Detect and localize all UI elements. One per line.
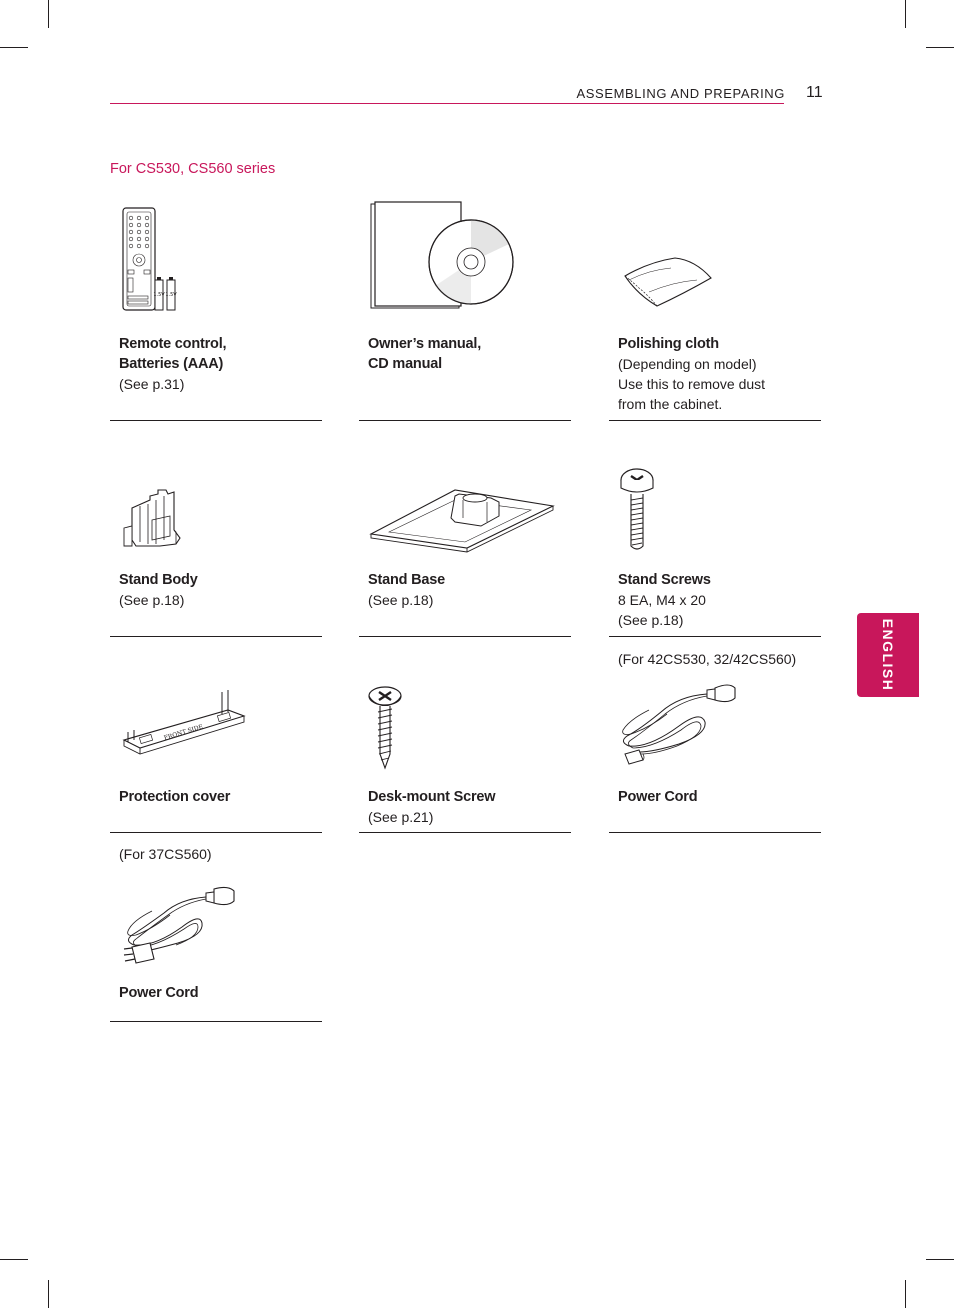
item-spec: 8 EA, M4 x 20 bbox=[618, 592, 706, 608]
item-note: (See p.18) bbox=[119, 592, 185, 608]
item-name: Power Cord bbox=[618, 789, 698, 805]
crop-mark bbox=[905, 0, 906, 28]
item-rule bbox=[110, 1021, 322, 1022]
item-rule bbox=[359, 832, 571, 833]
item-note: (See p.21) bbox=[368, 809, 434, 825]
crop-mark bbox=[48, 0, 49, 28]
item-protection-cover bbox=[110, 670, 322, 834]
model-note: (For 37CS560) bbox=[119, 846, 212, 862]
item-owners-manual bbox=[359, 200, 571, 422]
power-cord-illustration bbox=[609, 674, 821, 774]
manual-cd-illustration bbox=[359, 200, 571, 320]
item-power-cord-42 bbox=[609, 650, 821, 834]
stand-body-illustration bbox=[110, 460, 322, 560]
item-stand-base bbox=[359, 460, 571, 638]
item-stand-screws bbox=[609, 460, 821, 638]
language-tab-label: ENGLISH bbox=[880, 618, 896, 692]
protection-cover-print: FRONT SIDE bbox=[163, 723, 204, 742]
item-name: Stand Screws bbox=[618, 572, 711, 588]
item-rule bbox=[110, 636, 322, 637]
item-note: from the cabinet. bbox=[618, 396, 723, 412]
item-power-cord-37 bbox=[110, 845, 322, 1023]
item-rule bbox=[609, 832, 821, 833]
item-rule bbox=[359, 420, 571, 421]
crop-mark bbox=[0, 1259, 28, 1260]
item-rule bbox=[359, 636, 571, 637]
item-rule bbox=[110, 420, 322, 421]
item-desk-mount-screw bbox=[359, 670, 571, 834]
power-cord-illustration bbox=[110, 879, 322, 979]
header-rule bbox=[110, 103, 784, 104]
item-name: Polishing cloth bbox=[618, 336, 719, 352]
item-name: Power Cord bbox=[119, 985, 199, 1001]
item-name: Remote control, bbox=[119, 336, 227, 352]
crop-mark bbox=[926, 1259, 954, 1260]
remote-control-illustration bbox=[110, 200, 322, 320]
item-stand-body bbox=[110, 460, 322, 638]
item-rule bbox=[609, 636, 821, 637]
item-note: Use this to remove dust bbox=[618, 376, 766, 392]
item-note: (Depending on model) bbox=[618, 356, 757, 372]
crop-mark bbox=[0, 47, 28, 48]
item-name: Protection cover bbox=[119, 789, 231, 805]
crop-mark bbox=[48, 1280, 49, 1308]
item-rule bbox=[110, 832, 322, 833]
crop-mark bbox=[905, 1280, 906, 1308]
item-name: CD manual bbox=[368, 356, 442, 372]
page-number: 11 bbox=[806, 84, 823, 101]
protection-cover-illustration bbox=[110, 670, 322, 780]
item-name: Desk-mount Screw bbox=[368, 789, 496, 805]
desk-screw-illustration bbox=[359, 670, 571, 780]
item-note: (See p.31) bbox=[119, 376, 185, 392]
polishing-cloth-illustration bbox=[609, 200, 821, 320]
section-title: ASSEMBLING AND PREPARING bbox=[576, 86, 785, 101]
item-remote-control bbox=[110, 200, 322, 422]
item-name: Owner’s manual, bbox=[368, 336, 482, 352]
crop-mark bbox=[926, 47, 954, 48]
model-note: (For 42CS530, 32/42CS560) bbox=[618, 651, 797, 667]
battery-label: 1.5V bbox=[153, 292, 165, 298]
item-name: Stand Body bbox=[119, 572, 198, 588]
item-note: (See p.18) bbox=[618, 612, 684, 628]
item-polishing-cloth bbox=[609, 200, 821, 422]
stand-screw-illustration bbox=[609, 460, 821, 560]
item-name: Batteries (AAA) bbox=[119, 356, 224, 372]
item-rule bbox=[609, 420, 821, 421]
battery-label: 1.5V bbox=[165, 292, 177, 298]
stand-base-illustration bbox=[359, 460, 571, 560]
series-heading: For CS530, CS560 series bbox=[110, 161, 276, 177]
language-tab bbox=[857, 613, 919, 697]
item-note: (See p.18) bbox=[368, 592, 434, 608]
item-name: Stand Base bbox=[368, 572, 445, 588]
